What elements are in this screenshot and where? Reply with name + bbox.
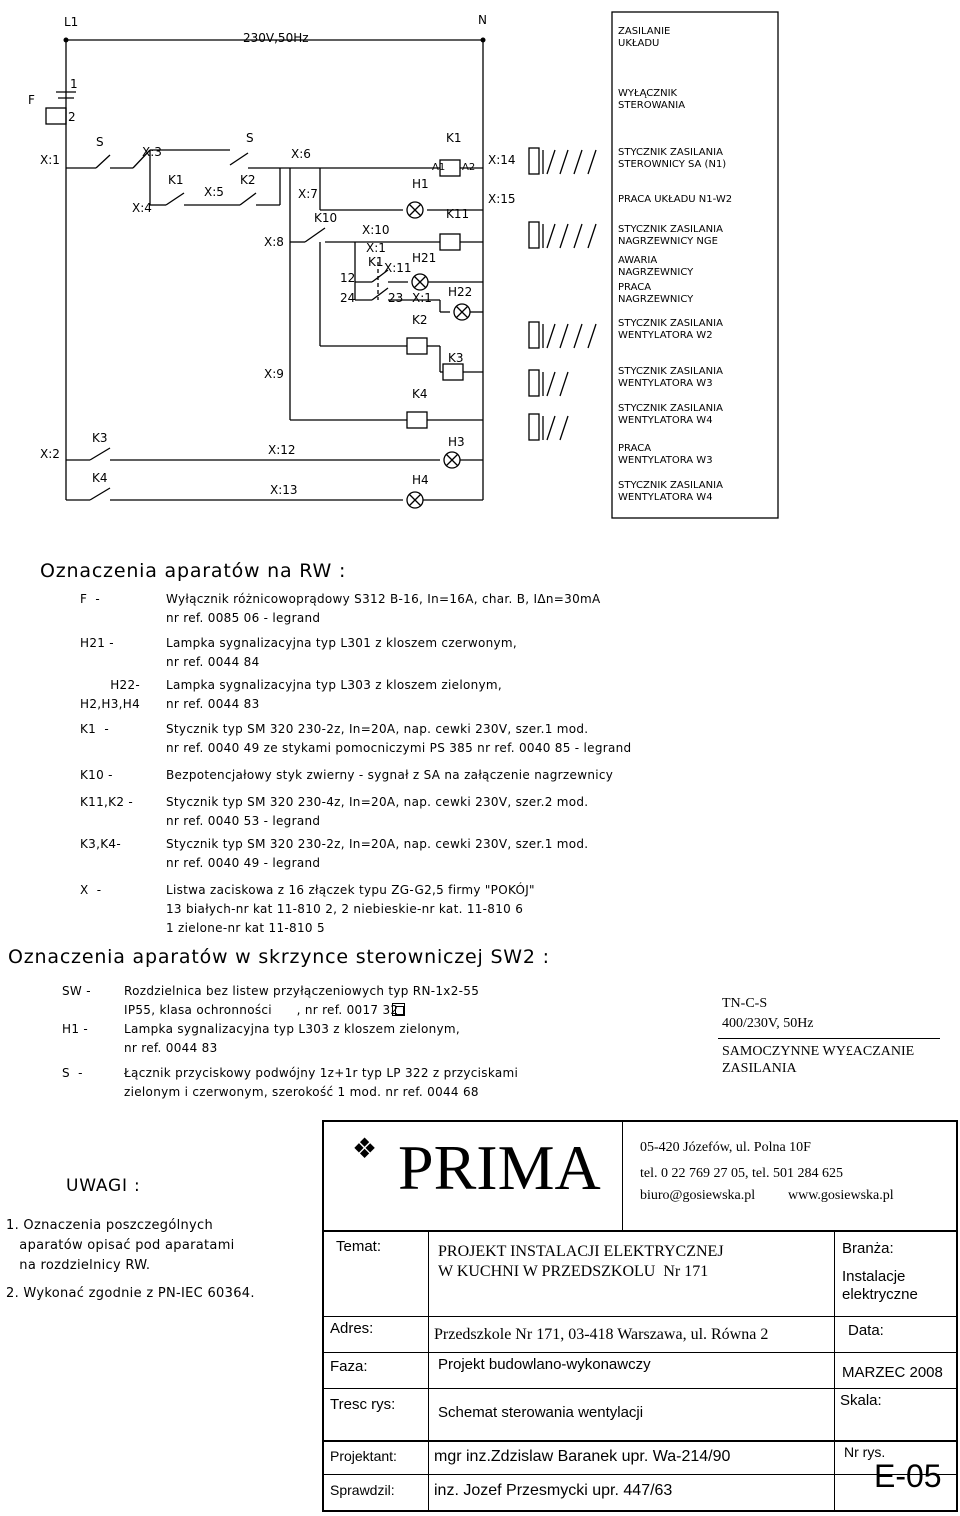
s-label-2: S xyxy=(246,131,254,145)
function-label-7-line-2: NAGRZEWNICY xyxy=(618,294,694,305)
function-label-8-line-1: STYCZNIK ZASILANIA xyxy=(618,318,723,329)
tb-line-3 xyxy=(322,1352,958,1353)
data-label: Data: xyxy=(848,1322,884,1339)
temat-label: Temat: xyxy=(336,1238,382,1255)
sw2-list-text-3: Łącznik przyciskowy podwójny 1z+1r typ LP 322 z przyciskami zielonym i czerwonym, szerokość 1 mod. nr ref. 0044 68 xyxy=(124,1066,519,1099)
k2-contact-label: K2 xyxy=(240,173,256,187)
company-phone: tel. 0 22 769 27 05, tel. 501 284 625 xyxy=(640,1166,843,1181)
function-label-5-line-1: STYCZNIK ZASILANIA xyxy=(618,224,723,235)
schematic-labels xyxy=(28,13,516,497)
branza-label: Branża: xyxy=(842,1240,894,1257)
rw-list-text-5: Bezpotencjałowy styk zwierny - sygnał z SA na załączenie nagrzewnicy xyxy=(166,768,614,782)
company-email: biuro@gosiewska.pl xyxy=(640,1188,756,1203)
k2-coil-label: K2 xyxy=(412,313,428,327)
tresc-value: Schemat sterowania wentylacji xyxy=(438,1404,644,1421)
sw2-list-text-1: Rozdzielnica bez listew przyłączeniowych typ RN-1x2-55 IP55, klasa ochronności , nr ref. 0017 32 xyxy=(124,984,480,1017)
f-pin-1: 1 xyxy=(70,77,78,91)
faza-label: Faza: xyxy=(330,1358,368,1375)
x2-label: X:2 xyxy=(40,447,60,461)
function-label-10-line-1: STYCZNIK ZASILANIA xyxy=(618,403,723,414)
rw-heading: Oznaczenia aparatów na RW : xyxy=(40,560,347,582)
pin-12: 12 xyxy=(340,271,356,285)
k4-coil-label: K4 xyxy=(412,387,428,401)
adres-value: Przedszkole Nr 171, 03-418 Warszawa, ul. Równa 2 xyxy=(434,1326,769,1343)
tb-line-5 xyxy=(322,1440,958,1442)
l1-label: L1 xyxy=(64,15,79,29)
faza-value: Projekt budowlano-wykonawczy xyxy=(438,1356,651,1373)
function-label-1-line-1: ZASILANIE xyxy=(618,26,671,37)
tb-vline-3 xyxy=(622,1120,623,1230)
h4-label: H4 xyxy=(412,473,429,487)
uwagi-item-1: 1. Oznaczenia poszczególnych aparatów opisać pod aparatami na rozdzielnicy RW. xyxy=(6,1218,235,1273)
pin-24: 24 xyxy=(340,291,356,305)
tb-line-4 xyxy=(322,1388,958,1389)
rw-list-text-7: Stycznik typ SM 320 230-2z, In=20A, nap. cewki 230V, szer.1 mod. nr ref. 0040 49 - legrand xyxy=(166,837,589,870)
tb-vline-2 xyxy=(834,1230,835,1512)
h21-label: H21 xyxy=(412,251,437,265)
function-label-5-line-2: NAGRZEWNICY NGE xyxy=(618,236,718,247)
temat-value: PROJEKT INSTALACJI ELEKTRYCZNEJ W KUCHNI W PRZEDSZKOLU Nr 171 xyxy=(438,1243,724,1280)
k1-coil-label: K1 xyxy=(446,131,462,145)
drawing-number: E-05 xyxy=(874,1458,942,1494)
rw-list-text-8: Listwa zaciskowa z 16 złączek typu ZG-G2,5 firmy "POKÓJ" 13 białych-nr kat 11-810 2, 2 niebieskie-nr kat. 11-810 6 1 zielone-nr kat 11-810 5 xyxy=(166,883,535,935)
network-type: TN-C-S xyxy=(722,996,768,1011)
k3-coil-label: K3 xyxy=(448,351,464,365)
auto-disconnect-line2: ZASILANIA xyxy=(722,1061,797,1076)
tb-line-2 xyxy=(322,1316,958,1317)
function-label-2-line-1: WYŁĄCZNIK xyxy=(618,88,678,99)
rw-list-text-6: Stycznik typ SM 320 230-4z, In=20A, nap. cewki 230V, szer.2 mod. nr ref. 0040 53 - legrand xyxy=(166,795,589,828)
x1-label-2: X:1 xyxy=(366,241,386,255)
function-label-7-line-1: PRACA xyxy=(618,282,652,293)
k10-label: K10 xyxy=(314,211,338,225)
uwagi-item-2: 2. Wykonać zgodnie z PN-IEC 60364. xyxy=(6,1286,255,1301)
data-value: MARZEC 2008 xyxy=(842,1364,943,1381)
rw-list-code-8: X - xyxy=(80,883,102,897)
function-label-11-line-2: WENTYLATORA W3 xyxy=(618,455,713,466)
f-label: F xyxy=(28,93,35,107)
supply-label: 230V,50Hz xyxy=(243,31,309,45)
function-label-6-line-2: NAGRZEWNICY xyxy=(618,267,694,278)
k1-a1: A1 xyxy=(432,162,446,173)
x13-label: X:13 xyxy=(270,483,298,497)
pin-23: 23 xyxy=(388,291,404,305)
rw-list-text-4: Stycznik typ SM 320 230-2z, In=20A, nap. cewki 230V, szer.1 mod. nr ref. 0040 49 ze stykami pomocniczymi PS 385 nr ref. 0040 85 - legrand xyxy=(166,722,632,755)
s-label-1: S xyxy=(96,135,104,149)
rw-list-code-4: K1 - xyxy=(80,722,109,736)
adres-label: Adres: xyxy=(330,1320,374,1337)
x7-label: X:7 xyxy=(298,187,318,201)
k1-aux-label: K1 xyxy=(368,255,384,269)
x11-label: X:11 xyxy=(384,261,412,275)
x12-label: X:12 xyxy=(268,443,296,457)
sprawdzil-label: Sprawdzil: xyxy=(330,1482,395,1498)
function-labels xyxy=(618,26,732,503)
function-label-2-line-2: STEROWANIA xyxy=(618,100,686,111)
h3-label: H3 xyxy=(448,435,465,449)
company-web: www.gosiewska.pl xyxy=(788,1188,894,1203)
x1-label-3: X:1 xyxy=(412,291,432,305)
rw-list-code-3: H22- H2,H3,H4 xyxy=(80,678,141,711)
rw-list-text-2: Lampka sygnalizacyjna typ L301 z kloszem czerwonym, nr ref. 0044 84 xyxy=(166,636,518,669)
h22-label: H22 xyxy=(448,285,473,299)
nr-label: Nr rys. xyxy=(844,1444,886,1460)
function-label-3-line-1: STYCZNIK ZASILANIA xyxy=(618,147,723,158)
control-schematic xyxy=(0,0,960,530)
rw-list-code-1: F - xyxy=(80,592,101,606)
function-label-8-line-2: WENTYLATORA W2 xyxy=(618,330,713,341)
k4-contact-label: K4 xyxy=(92,471,108,485)
function-label-6-line-1: AWARIA xyxy=(618,255,658,266)
x15-label: X:15 xyxy=(488,192,516,206)
sw2-heading: Oznaczenia aparatów w skrzynce sterowniczej SW2 : xyxy=(8,946,550,968)
x10-label: X:10 xyxy=(362,223,390,237)
rw-list-code-2: H21 - xyxy=(80,636,114,650)
function-label-1-line-2: UKŁADU xyxy=(618,38,660,49)
k1-a2: A2 xyxy=(462,162,476,173)
uwagi-heading: UWAGI : xyxy=(66,1176,141,1196)
tb-line-1 xyxy=(322,1230,958,1232)
tb-line-6 xyxy=(322,1474,958,1475)
network-divider xyxy=(718,1038,940,1039)
company-logo: PRIMA xyxy=(398,1132,601,1203)
sprawdzil-value: inz. Jozef Przesmycki upr. 447/63 xyxy=(434,1482,673,1499)
auto-disconnect-line1: SAMOCZYNNE WY£ACZANIE xyxy=(722,1044,915,1059)
sw2-list-code-1: SW - xyxy=(62,984,91,998)
f-pin-2: 2 xyxy=(68,110,76,124)
x4-label: X:4 xyxy=(132,201,152,215)
rw-list-text-3: Lampka sygnalizacyjna typ L303 z kloszem zielonym, nr ref. 0044 83 xyxy=(166,678,503,711)
x14-label: X:14 xyxy=(488,153,516,167)
n-label: N xyxy=(478,13,487,27)
function-label-4-line-1: PRACA UKŁADU N1-W2 xyxy=(618,194,733,205)
sw2-list-code-2: H1 - xyxy=(62,1022,89,1036)
sw2-list-code-3: S - xyxy=(62,1066,83,1080)
k1-contact-label: K1 xyxy=(168,173,184,187)
function-label-9-line-1: STYCZNIK ZASILANIA xyxy=(618,366,723,377)
x8-label: X:8 xyxy=(264,235,284,249)
h1-label: H1 xyxy=(412,177,429,191)
x9-label: X:9 xyxy=(264,367,284,381)
rw-list-text-1: Wyłącznik różnicowoprądowy S312 B-16, In=16A, char. B, IΔn=30mA nr ref. 0085 06 - legrand xyxy=(166,592,601,625)
logo-mark-icon: ❖ xyxy=(352,1134,378,1165)
function-label-12-line-2: WENTYLATORA W4 xyxy=(618,492,713,503)
x3-label: X:3 xyxy=(142,145,162,159)
tresc-label: Tresc rys: xyxy=(330,1396,396,1413)
k11-label: K11 xyxy=(446,207,470,221)
function-label-10-line-2: WENTYLATORA W4 xyxy=(618,415,713,426)
sw2-list-text-2: Lampka sygnalizacyjna typ L303 z kloszem zielonym, nr ref. 0044 83 xyxy=(124,1022,461,1055)
projektant-value: mgr inz.Zdzislaw Baranek upr. Wa-214/90 xyxy=(434,1448,731,1465)
company-address: 05-420 Józefów, ul. Polna 10F xyxy=(640,1140,811,1155)
network-voltage: 400/230V, 50Hz xyxy=(722,1016,814,1031)
x1-label: X:1 xyxy=(40,153,60,167)
function-label-3-line-2: STEROWNICY SA (N1) xyxy=(618,159,727,170)
branza-value: Instalacje elektryczne xyxy=(842,1268,918,1303)
tb-vline-1 xyxy=(428,1230,429,1512)
k3-contact-label: K3 xyxy=(92,431,108,445)
x6-label: X:6 xyxy=(291,147,311,161)
rw-list-code-5: K10 - xyxy=(80,768,113,782)
skala-label: Skala: xyxy=(840,1392,882,1409)
rw-list-code-7: K3,K4- xyxy=(80,837,121,851)
projektant-label: Projektant: xyxy=(330,1448,397,1464)
class-ii-symbol xyxy=(392,1003,405,1016)
function-label-9-line-2: WENTYLATORA W3 xyxy=(618,378,713,389)
function-label-11-line-1: PRACA xyxy=(618,443,652,454)
rw-list-code-6: K11,K2 - xyxy=(80,795,134,809)
function-label-12-line-1: STYCZNIK ZASILANIA xyxy=(618,480,723,491)
contactor-symbols xyxy=(529,148,596,440)
x5-label: X:5 xyxy=(204,185,224,199)
